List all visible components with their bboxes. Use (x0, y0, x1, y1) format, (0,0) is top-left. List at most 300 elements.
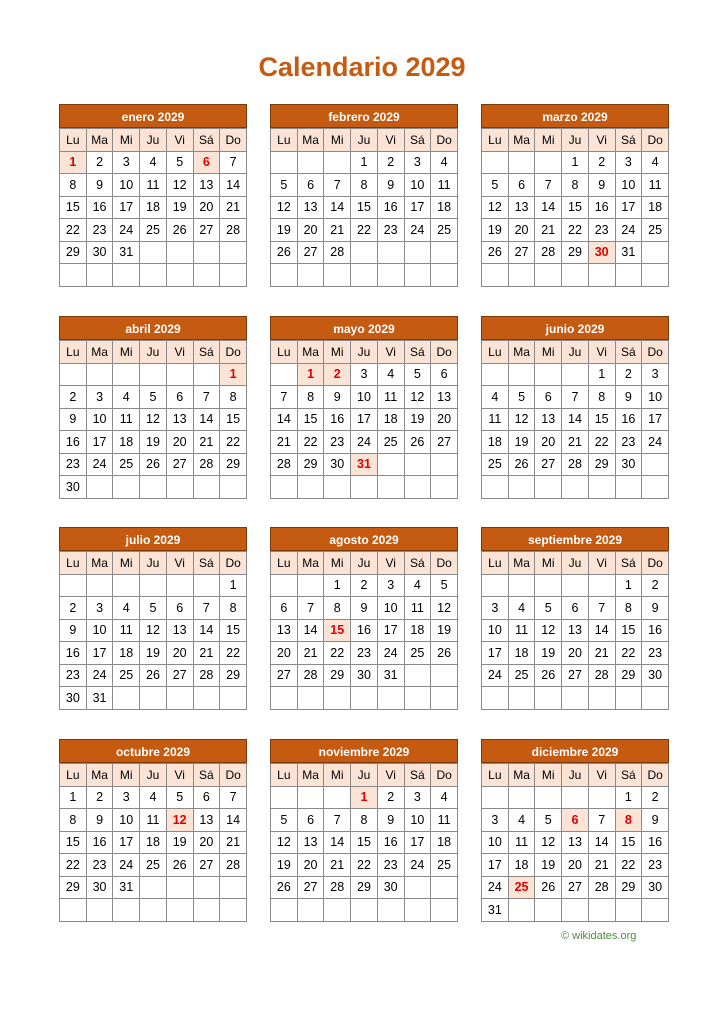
day-cell: 12 (271, 196, 298, 219)
day-cell: 20 (166, 642, 193, 665)
empty-cell (297, 574, 324, 597)
day-cell: 15 (297, 408, 324, 431)
week-row (60, 854, 247, 877)
week-row (60, 687, 247, 710)
day-cell: 27 (193, 219, 220, 242)
day-cell: 2 (86, 151, 113, 174)
week-row (482, 854, 669, 877)
week-row (271, 619, 458, 642)
week-row (60, 899, 247, 922)
day-cell: 3 (377, 574, 404, 597)
day-cell: 29 (297, 453, 324, 476)
month-table (59, 551, 247, 710)
day-cell: 12 (431, 597, 458, 620)
day-cell: 3 (351, 363, 378, 386)
week-row (60, 431, 247, 454)
weekday-header-row (60, 129, 247, 152)
week-row (271, 786, 458, 809)
empty-cell (140, 264, 167, 287)
weekday-label: Do (642, 341, 669, 364)
day-cell: 9 (377, 174, 404, 197)
weekday-label: Ju (140, 341, 167, 364)
week-row (60, 196, 247, 219)
month-2 (481, 104, 669, 287)
weekday-label: Do (220, 129, 247, 152)
month-title: junio 2029 (481, 316, 669, 340)
day-cell: 30 (86, 876, 113, 899)
day-cell: 23 (324, 431, 351, 454)
day-cell: 24 (113, 854, 140, 877)
day-cell: 19 (482, 219, 509, 242)
month-title: septiembre 2029 (481, 527, 669, 551)
day-cell: 23 (642, 642, 669, 665)
day-cell: 5 (271, 174, 298, 197)
empty-cell (60, 363, 87, 386)
day-cell: 28 (220, 854, 247, 877)
day-cell: 9 (642, 597, 669, 620)
day-cell: 1 (351, 151, 378, 174)
weekday-label: Ma (508, 764, 535, 787)
day-cell: 13 (166, 619, 193, 642)
day-cell: 17 (404, 196, 431, 219)
day-cell: 16 (588, 196, 615, 219)
empty-cell (588, 899, 615, 922)
empty-cell (404, 476, 431, 499)
month-table (481, 551, 669, 710)
weekday-label: Lu (60, 552, 87, 575)
day-cell: 19 (535, 642, 562, 665)
day-cell: 19 (166, 831, 193, 854)
day-cell: 7 (324, 174, 351, 197)
weekday-label: Ma (508, 129, 535, 152)
day-cell: 2 (60, 597, 87, 620)
weekday-label: Sá (193, 129, 220, 152)
day-cell: 29 (60, 241, 87, 264)
day-cell: 25 (404, 642, 431, 665)
week-row (60, 408, 247, 431)
day-cell: 21 (588, 642, 615, 665)
week-row (60, 386, 247, 409)
week-row (482, 386, 669, 409)
day-cell: 11 (431, 174, 458, 197)
day-cell: 5 (166, 151, 193, 174)
day-cell: 14 (324, 196, 351, 219)
month-title: enero 2029 (59, 104, 247, 128)
empty-cell (271, 264, 298, 287)
day-cell: 28 (193, 664, 220, 687)
month-table (481, 340, 669, 499)
day-cell: 16 (615, 408, 642, 431)
day-cell: 13 (166, 408, 193, 431)
empty-cell (324, 264, 351, 287)
empty-cell (324, 151, 351, 174)
day-cell: 5 (431, 574, 458, 597)
day-cell: 22 (588, 431, 615, 454)
day-cell: 12 (482, 196, 509, 219)
day-cell: 12 (140, 619, 167, 642)
weekday-label: Sá (615, 341, 642, 364)
empty-cell (562, 786, 589, 809)
week-row (482, 831, 669, 854)
empty-cell (297, 899, 324, 922)
week-row (482, 597, 669, 620)
empty-cell (86, 264, 113, 287)
weekday-label: Sá (404, 764, 431, 787)
empty-cell (615, 476, 642, 499)
day-cell: 24 (404, 854, 431, 877)
weekday-header-row (60, 764, 247, 787)
weekday-label: Vi (377, 129, 404, 152)
empty-cell (482, 786, 509, 809)
day-cell: 26 (508, 453, 535, 476)
empty-cell (431, 687, 458, 710)
empty-cell (193, 264, 220, 287)
day-cell: 1 (220, 363, 247, 386)
empty-cell (562, 264, 589, 287)
day-cell: 20 (193, 196, 220, 219)
day-cell: 13 (508, 196, 535, 219)
day-cell: 12 (271, 831, 298, 854)
day-cell: 21 (588, 854, 615, 877)
day-cell: 8 (220, 386, 247, 409)
empty-cell (482, 151, 509, 174)
day-cell: 31 (351, 453, 378, 476)
day-cell: 11 (642, 174, 669, 197)
day-cell: 23 (86, 854, 113, 877)
empty-cell (193, 899, 220, 922)
weekday-label: Do (642, 552, 669, 575)
day-cell: 24 (404, 219, 431, 242)
day-cell: 21 (220, 196, 247, 219)
weekday-label: Ju (562, 341, 589, 364)
day-cell: 13 (535, 408, 562, 431)
weekday-label: Lu (482, 341, 509, 364)
day-cell: 11 (431, 809, 458, 832)
day-cell: 25 (377, 431, 404, 454)
empty-cell (297, 264, 324, 287)
day-cell: 18 (482, 431, 509, 454)
day-cell: 1 (60, 151, 87, 174)
empty-cell (535, 786, 562, 809)
empty-cell (113, 687, 140, 710)
day-cell: 10 (113, 809, 140, 832)
weekday-label: Ma (297, 552, 324, 575)
day-cell: 4 (508, 597, 535, 620)
week-row (482, 574, 669, 597)
week-row (271, 854, 458, 877)
day-cell: 28 (535, 241, 562, 264)
day-cell: 9 (86, 174, 113, 197)
day-cell: 24 (113, 219, 140, 242)
day-cell: 17 (482, 854, 509, 877)
day-cell: 29 (60, 876, 87, 899)
day-cell: 15 (220, 408, 247, 431)
day-cell: 10 (377, 597, 404, 620)
day-cell: 9 (351, 597, 378, 620)
empty-cell (404, 453, 431, 476)
day-cell: 12 (166, 174, 193, 197)
week-row (271, 453, 458, 476)
day-cell: 23 (377, 854, 404, 877)
day-cell: 13 (431, 386, 458, 409)
week-row (271, 151, 458, 174)
weekday-label: Do (431, 764, 458, 787)
empty-cell (562, 574, 589, 597)
month-table (270, 551, 458, 710)
day-cell: 8 (615, 809, 642, 832)
day-cell: 19 (271, 854, 298, 877)
empty-cell (642, 453, 669, 476)
day-cell: 2 (588, 151, 615, 174)
day-cell: 10 (86, 408, 113, 431)
day-cell: 25 (113, 664, 140, 687)
day-cell: 1 (615, 786, 642, 809)
day-cell: 11 (508, 619, 535, 642)
empty-cell (588, 264, 615, 287)
empty-cell (351, 241, 378, 264)
day-cell: 24 (86, 664, 113, 687)
empty-cell (508, 899, 535, 922)
empty-cell (431, 876, 458, 899)
week-row (60, 664, 247, 687)
day-cell: 12 (404, 386, 431, 409)
day-cell: 16 (60, 431, 87, 454)
day-cell: 6 (193, 151, 220, 174)
weekday-header-row (482, 764, 669, 787)
day-cell: 25 (642, 219, 669, 242)
day-cell: 7 (588, 597, 615, 620)
day-cell: 17 (482, 642, 509, 665)
month-7 (270, 527, 458, 710)
day-cell: 7 (562, 386, 589, 409)
day-cell: 21 (535, 219, 562, 242)
day-cell: 9 (60, 408, 87, 431)
empty-cell (220, 876, 247, 899)
weekday-label: Do (220, 341, 247, 364)
day-cell: 28 (297, 664, 324, 687)
day-cell: 14 (588, 619, 615, 642)
weekday-label: Mi (535, 552, 562, 575)
day-cell: 17 (642, 408, 669, 431)
empty-cell (324, 687, 351, 710)
day-cell: 1 (297, 363, 324, 386)
day-cell: 23 (86, 219, 113, 242)
empty-cell (508, 151, 535, 174)
day-cell: 7 (193, 597, 220, 620)
day-cell: 1 (562, 151, 589, 174)
weekday-label: Ju (562, 764, 589, 787)
weekday-header-row (271, 552, 458, 575)
empty-cell (220, 899, 247, 922)
week-row (60, 876, 247, 899)
month-title: julio 2029 (59, 527, 247, 551)
day-cell: 30 (642, 876, 669, 899)
day-cell: 3 (404, 786, 431, 809)
day-cell: 22 (351, 854, 378, 877)
empty-cell (615, 264, 642, 287)
day-cell: 27 (297, 876, 324, 899)
week-row (482, 664, 669, 687)
day-cell: 17 (377, 619, 404, 642)
day-cell: 23 (642, 854, 669, 877)
month-title: octubre 2029 (59, 739, 247, 763)
day-cell: 28 (220, 219, 247, 242)
weekday-label: Ju (351, 341, 378, 364)
week-row (60, 453, 247, 476)
empty-cell (166, 574, 193, 597)
empty-cell (166, 876, 193, 899)
week-row (271, 264, 458, 287)
day-cell: 31 (615, 241, 642, 264)
day-cell: 24 (482, 664, 509, 687)
empty-cell (377, 899, 404, 922)
empty-cell (297, 786, 324, 809)
day-cell: 24 (377, 642, 404, 665)
day-cell: 26 (166, 219, 193, 242)
empty-cell (482, 264, 509, 287)
day-cell: 29 (324, 664, 351, 687)
day-cell: 22 (60, 854, 87, 877)
day-cell: 3 (113, 151, 140, 174)
day-cell: 9 (86, 809, 113, 832)
day-cell: 3 (86, 597, 113, 620)
empty-cell (588, 687, 615, 710)
empty-cell (324, 899, 351, 922)
empty-cell (140, 876, 167, 899)
weekday-label: Do (431, 129, 458, 152)
day-cell: 1 (351, 786, 378, 809)
day-cell: 20 (271, 642, 298, 665)
week-row (482, 687, 669, 710)
day-cell: 27 (271, 664, 298, 687)
week-row (60, 642, 247, 665)
day-cell: 14 (297, 619, 324, 642)
day-cell: 20 (562, 642, 589, 665)
day-cell: 22 (615, 854, 642, 877)
empty-cell (377, 264, 404, 287)
week-row (271, 174, 458, 197)
day-cell: 1 (588, 363, 615, 386)
empty-cell (535, 264, 562, 287)
source-credit: © wikidates.org (561, 930, 637, 942)
day-cell: 24 (86, 453, 113, 476)
weekday-header-row (271, 764, 458, 787)
day-cell: 4 (642, 151, 669, 174)
day-cell: 7 (535, 174, 562, 197)
day-cell: 12 (166, 809, 193, 832)
empty-cell (220, 476, 247, 499)
day-cell: 24 (642, 431, 669, 454)
day-cell: 29 (588, 453, 615, 476)
day-cell: 26 (535, 664, 562, 687)
day-cell: 18 (377, 408, 404, 431)
empty-cell (508, 786, 535, 809)
day-cell: 3 (615, 151, 642, 174)
day-cell: 17 (615, 196, 642, 219)
day-cell: 2 (377, 151, 404, 174)
month-11 (481, 739, 669, 922)
weekday-label: Ju (562, 129, 589, 152)
day-cell: 9 (60, 619, 87, 642)
day-cell: 20 (297, 219, 324, 242)
day-cell: 1 (60, 786, 87, 809)
empty-cell (535, 476, 562, 499)
day-cell: 17 (86, 431, 113, 454)
week-row (60, 619, 247, 642)
day-cell: 21 (193, 431, 220, 454)
day-cell: 30 (60, 687, 87, 710)
day-cell: 4 (404, 574, 431, 597)
day-cell: 25 (140, 854, 167, 877)
weekday-label: Lu (271, 341, 298, 364)
day-cell: 5 (140, 386, 167, 409)
day-cell: 22 (60, 219, 87, 242)
day-cell: 26 (166, 854, 193, 877)
month-6 (59, 527, 247, 710)
weekday-label: Ma (86, 129, 113, 152)
month-10 (270, 739, 458, 922)
empty-cell (535, 687, 562, 710)
day-cell: 19 (404, 408, 431, 431)
weekday-label: Mi (535, 129, 562, 152)
week-row (482, 642, 669, 665)
empty-cell (562, 687, 589, 710)
empty-cell (377, 476, 404, 499)
week-row (271, 809, 458, 832)
day-cell: 27 (431, 431, 458, 454)
day-cell: 29 (615, 664, 642, 687)
empty-cell (535, 363, 562, 386)
day-cell: 17 (404, 831, 431, 854)
day-cell: 15 (220, 619, 247, 642)
day-cell: 31 (113, 876, 140, 899)
day-cell: 5 (535, 809, 562, 832)
empty-cell (324, 476, 351, 499)
week-row (271, 408, 458, 431)
day-cell: 18 (113, 431, 140, 454)
day-cell: 19 (140, 431, 167, 454)
empty-cell (271, 899, 298, 922)
week-row (271, 241, 458, 264)
day-cell: 13 (562, 831, 589, 854)
weekday-label: Ju (351, 129, 378, 152)
empty-cell (140, 899, 167, 922)
day-cell: 17 (113, 196, 140, 219)
empty-cell (297, 476, 324, 499)
week-row (271, 687, 458, 710)
day-cell: 26 (535, 876, 562, 899)
day-cell: 15 (588, 408, 615, 431)
weekday-label: Sá (404, 552, 431, 575)
day-cell: 22 (324, 642, 351, 665)
day-cell: 7 (324, 809, 351, 832)
day-cell: 25 (140, 219, 167, 242)
weekday-label: Mi (324, 129, 351, 152)
weekday-label: Sá (404, 129, 431, 152)
weekday-label: Ma (297, 129, 324, 152)
empty-cell (642, 687, 669, 710)
day-cell: 5 (535, 597, 562, 620)
empty-cell (271, 151, 298, 174)
day-cell: 3 (482, 809, 509, 832)
weekday-label: Ju (140, 764, 167, 787)
day-cell: 16 (86, 831, 113, 854)
day-cell: 22 (220, 431, 247, 454)
empty-cell (431, 453, 458, 476)
week-row (60, 786, 247, 809)
day-cell: 10 (642, 386, 669, 409)
week-row (60, 174, 247, 197)
